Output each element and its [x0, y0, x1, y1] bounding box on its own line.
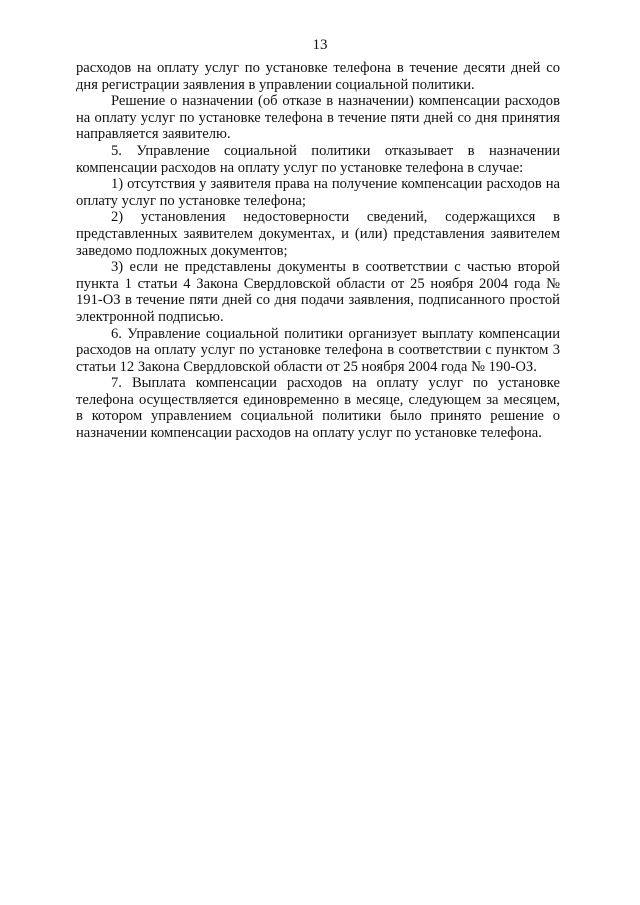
- paragraph-clause-5-item-2: 2) установления недостоверности сведений, содержащихся в представленных заявителем документах, и (или) представления заявителем заведомо подложных документов;: [76, 209, 560, 259]
- paragraph-clause-5-item-3: 3) если не представлены документы в соответствии с частью второй пункта 1 статьи 4 Закона Свердловской области от 25 ноября 2004 года № 191-ОЗ в течение пяти дней со дня подачи заявления, подписанного простой электронной подписью.: [76, 259, 560, 325]
- paragraph-decision-notice: Решение о назначении (об отказе в назначении) компенсации расходов на оплату услуг по установке телефона в течение пяти дней со дня принятия направляется заявителю.: [76, 93, 560, 143]
- paragraph-clause-6: 6. Управление социальной политики организует выплату компенсации расходов на оплату услуг по установке телефона в соответствии с пунктом 3 статьи 12 Закона Свердловской области от 25 ноября 2004 года № 190-ОЗ.: [76, 325, 560, 375]
- document-body: [76, 60, 560, 442]
- paragraph-clause-5: 5. Управление социальной политики отказывает в назначении компенсации расходов на оплату услуг по установке телефона в случае:: [76, 142, 560, 176]
- paragraph-clause-5-item-1: 1) отсутствия у заявителя права на получение компенсации расходов на оплату услуг по установке телефона;: [76, 176, 560, 209]
- paragraph-continuation: расходов на оплату услуг по установке телефона в течение десяти дней со дня регистрации заявления в управлении социальной политики.: [76, 60, 560, 93]
- page-number: 13: [312, 37, 328, 53]
- paragraph-clause-7: 7. Выплата компенсации расходов на оплату услуг по установке телефона осуществляется единовременно в месяце, следующем за месяцем, в котором управлением социальной политики было принято решение о назначении компенсации расходов на оплату услуг по установке телефона.: [76, 375, 560, 442]
